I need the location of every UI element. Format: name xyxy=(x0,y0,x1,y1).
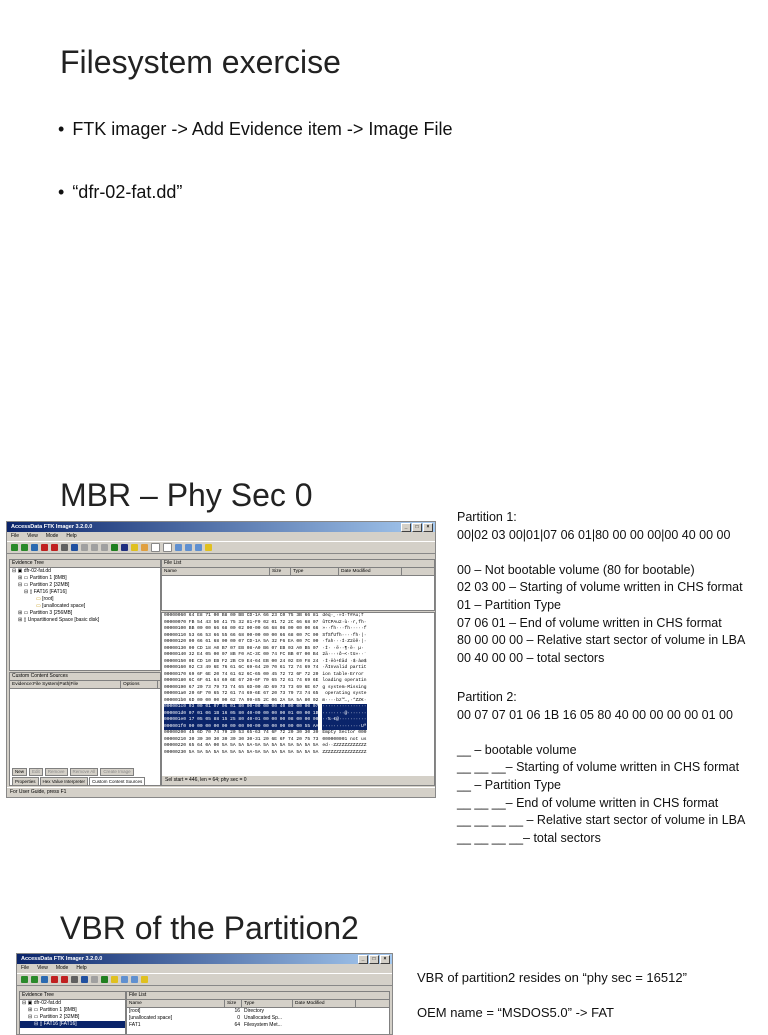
evidence-tree-label: Evidence Tree xyxy=(20,992,125,1000)
view-pane-icon[interactable] xyxy=(131,976,138,983)
note-line xyxy=(457,544,745,562)
remove-all-button[interactable]: Remove All xyxy=(70,768,99,776)
detect-encryption-icon[interactable] xyxy=(141,544,148,551)
create-image-button[interactable]: Create Image xyxy=(100,768,133,776)
file-list-pane xyxy=(161,559,435,611)
custom-sources-pane xyxy=(9,672,161,786)
file-type: Filesystem Met... xyxy=(244,1022,282,1028)
file-list-header xyxy=(127,1000,389,1008)
hex-line[interactable]: 000001b0 6D 00 00 00 00 62 7A 99-85 2C 06 2A 5A 5A 80 02 xyxy=(164,697,319,703)
remove-all-icon[interactable] xyxy=(61,976,68,983)
col-evidence[interactable]: Evidence:File System|Path|File xyxy=(10,681,121,688)
close-button[interactable]: × xyxy=(423,523,433,532)
view-list-icon[interactable] xyxy=(195,544,202,551)
file-size: 0 xyxy=(237,1015,240,1021)
maximize-button[interactable]: □ xyxy=(369,955,379,964)
col-name[interactable]: Name xyxy=(127,1000,225,1007)
add-all-icon[interactable] xyxy=(21,544,28,551)
folder-icon[interactable] xyxy=(131,544,138,551)
col-type[interactable]: Type xyxy=(242,1000,293,1007)
image-mount-icon[interactable] xyxy=(41,976,48,983)
file-row[interactable] xyxy=(127,1015,389,1022)
vbr-notes xyxy=(417,969,687,1022)
menu-file[interactable]: File xyxy=(21,965,30,971)
view-pane-icon[interactable] xyxy=(185,544,192,551)
hex-line[interactable]: 000001c0 03 00 01 07 06 01 80 00-00 00 00 40 00 00 00 07 xyxy=(164,704,319,709)
tree-label: FAT16 [FAT16] xyxy=(33,589,67,595)
hex-line[interactable]: 00000230 5A 5A 5A 5A 5A 5A 5A 5A-5A 5A 5A 5A 5A 5A 5A 5A xyxy=(164,749,319,755)
note-line: VBR of partition2 resides on “phy sec = 16512” xyxy=(417,970,687,985)
tree-item-partition1[interactable]: ⊞ ▭ Partition 1 [8MB] xyxy=(18,575,67,581)
col-size[interactable]: Size xyxy=(270,568,291,575)
ascii-line[interactable]: ·Í· ·ë··¶·ë· µ· xyxy=(322,645,364,651)
file-name: FAT1 xyxy=(129,1022,141,1028)
hex-line[interactable]: 00000120 00 66 61 68 00 00 07 CD-1A 5A 32 F6 EA 00 7C 00 xyxy=(164,639,319,644)
hex-line[interactable]: 00000070 FB 54 43 50 41 75 32 81-F9 02 01 72 2C 66 68 07 xyxy=(164,619,319,625)
remove-evidence-icon[interactable] xyxy=(51,976,58,983)
help-icon[interactable] xyxy=(141,976,148,983)
ascii-line[interactable]: g system·Missing xyxy=(322,684,367,690)
note-line: Partition 1: xyxy=(457,510,517,524)
close-button[interactable]: × xyxy=(380,955,390,964)
file-list-label: File List xyxy=(127,992,389,1000)
hex-line[interactable]: 00000160 02 C3 49 6E 76 61 6C 69-64 20 70 61 72 74 69 74 xyxy=(164,665,319,670)
file-row[interactable] xyxy=(127,1022,389,1029)
tree-label: Unpartitioned Space [basic disk] xyxy=(27,617,100,623)
tab-hex-interpreter[interactable]: Hex Value Interpreter xyxy=(40,777,88,785)
menu-help[interactable]: Help xyxy=(76,965,87,971)
note-line: 00 07 07 01 06 1B 16 05 80 40 00 00 00 00 01 00 xyxy=(457,707,733,722)
view-text-icon[interactable] xyxy=(163,543,172,552)
menu-file[interactable]: File xyxy=(11,533,20,539)
note-line: 02 03 00 – Starting of volume written in CHS format xyxy=(457,580,743,595)
slide1-title: Filesystem exercise xyxy=(60,44,341,80)
note-line: __ – bootable volume xyxy=(457,742,577,757)
image-mount-icon[interactable] xyxy=(31,544,38,551)
file-name: [root] xyxy=(129,1008,141,1014)
ascii-line[interactable]: ed··ZZZZZZZZZZZZ xyxy=(322,743,367,748)
ascii-line[interactable]: SfSfUfh····fh·|· xyxy=(322,632,367,638)
capture-memory-icon[interactable] xyxy=(101,976,108,983)
file-list-pane xyxy=(126,991,390,1035)
hex-line[interactable]: 00000220 65 64 0A 00 5A 5A 5A 5A-5A 5A 5A 5A 5A 5A 5A 5A xyxy=(164,743,319,748)
ascii-line[interactable]: operating syste xyxy=(322,691,367,696)
create-image-icon[interactable] xyxy=(71,976,78,983)
export-icon[interactable] xyxy=(81,544,88,551)
ascii-line[interactable]: ûTCPAu2·ù··r,fh· xyxy=(322,619,367,625)
custom-sources-label: Custom Content Sources xyxy=(10,673,160,681)
ftk-window-vbr xyxy=(16,953,393,1035)
ascii-line[interactable]: »··fh···fh·····f xyxy=(322,626,367,631)
ascii-line[interactable]: ZZZZZZZZZZZZZZZZ xyxy=(322,749,367,755)
custom-sources-buttons xyxy=(10,767,160,777)
hex-line[interactable]: 00000060 64 E8 71 00 B8 00 BB CD-1A 66 23 C0 75 3B 66 81 xyxy=(164,613,319,618)
tree-label: Partition 3 [256MB] xyxy=(29,610,73,616)
slide1-bullet-1: • FTK imager -> Add Evidence item -> Image File xyxy=(58,119,452,140)
note-line: OEM name = “MSDOS5.0” -> FAT xyxy=(417,1005,614,1021)
save-icon[interactable] xyxy=(71,544,78,551)
col-date[interactable]: Date Modified xyxy=(339,568,402,575)
hex-line[interactable]: 000001a0 20 6F 70 65 72 61 74 69-6E 67 20 73 79 73 74 65 xyxy=(164,691,319,696)
note-line: 01 – Partition Type xyxy=(457,597,562,612)
note-line: __ – Partition Type xyxy=(457,777,562,792)
hex-bytes[interactable] xyxy=(162,613,318,756)
ftk-titlebar xyxy=(17,954,392,964)
slide2-title: MBR – Phy Sec 0 xyxy=(60,477,313,513)
tree-item-unpartitioned[interactable]: ⊞ ▯ Unpartitioned Space [basic disk] xyxy=(18,617,100,623)
note-line: 80 00 00 00 – Relative start sector of volume in LBA xyxy=(457,633,746,648)
col-size[interactable]: Size xyxy=(225,1000,242,1007)
tree-item-fat16[interactable]: ⊟ ▯ FAT16 [FAT16] xyxy=(20,1021,125,1028)
add-evidence-icon[interactable] xyxy=(11,544,18,551)
tree-item-partition3[interactable]: ⊞ ▭ Partition 3 [256MB] xyxy=(18,610,73,616)
note-line xyxy=(417,987,687,1005)
slide3-title: VBR of the Partition2 xyxy=(60,910,359,946)
hex-line[interactable]: 000001f0 00 00 00 00 00 00 00 00-00 00 00 00 00 00 55 AA xyxy=(164,723,319,729)
tree-label: [unallocated space] xyxy=(42,603,86,609)
menu-view[interactable]: View xyxy=(37,965,48,971)
hex-line[interactable]: 00000150 0E CD 10 EB F2 2B C9 E4-64 EB 00 24 02 E0 F8 24 xyxy=(164,658,319,664)
edit-button[interactable]: Edit xyxy=(29,768,43,776)
ascii-line[interactable]: m····bz™…,·*ZZ€· xyxy=(322,697,367,703)
tree-item-unallocated[interactable]: ▭ [unallocated space] xyxy=(36,603,86,609)
hex-line[interactable]: 00000190 67 20 73 79 73 74 65 6D-00 4D 69 73 73 69 6E 67 xyxy=(164,684,319,690)
note-line xyxy=(457,667,745,685)
tree-label: FAT16 [FAT16] xyxy=(43,1021,77,1027)
ftk-title: AccessData FTK Imager 3.2.0.0 xyxy=(11,524,93,530)
tab-properties[interactable]: Properties xyxy=(12,777,39,785)
hex-line[interactable]: 00000110 53 66 53 66 55 66 68 00-00 00 00 66 68 00 7C 00 xyxy=(164,632,319,638)
add-all-icon[interactable] xyxy=(31,976,38,983)
minimize-button[interactable]: _ xyxy=(358,955,368,964)
export-hash-icon[interactable] xyxy=(91,544,98,551)
remove-evidence-icon[interactable] xyxy=(41,544,48,551)
note-line: __ __ __ __– total sectors xyxy=(457,830,601,845)
tab-custom-sources[interactable]: Custom Content Sources xyxy=(89,777,145,785)
hex-line[interactable]: 00000140 32 E4 05 00 07 8B F0 AC-3C 00 74 FC BB 07 00 B4 xyxy=(164,652,319,657)
tree-item-fat16[interactable]: ⊟ ▯ FAT16 [FAT16] xyxy=(24,589,67,595)
note-line: __ __ __– End of volume written in CHS format xyxy=(457,795,719,810)
ascii-line[interactable]: ·ÃInvalid partit xyxy=(322,665,367,670)
ascii-line[interactable]: 000000001 not us xyxy=(322,736,367,742)
tree-label: dfr-02-fat.dd xyxy=(33,1000,61,1006)
hex-line[interactable]: 00000210 30 30 30 30 30 30 30 30-31 20 6E 6F 74 20 75 73 xyxy=(164,736,319,742)
note-line: __ __ __ __ – Relative start sector of volume in LBA xyxy=(457,813,746,828)
maximize-button[interactable]: □ xyxy=(412,523,422,532)
hex-line[interactable]: 000001d0 07 01 06 1B 16 05 80 40-00 00 00 00 01 00 00 1B xyxy=(164,710,319,716)
tree-label: Partition 2 [32MB] xyxy=(29,582,70,588)
custom-sources-header xyxy=(10,681,160,689)
folder-icon[interactable] xyxy=(111,976,118,983)
add-evidence-icon[interactable] xyxy=(21,976,28,983)
evidence-tree-label: Evidence Tree xyxy=(10,560,160,568)
hex-line[interactable]: 000001e0 17 05 05 88 15 25 80 40-01 00 00 00 08 00 00 00 xyxy=(164,717,319,722)
hex-view-pane[interactable] xyxy=(161,612,435,786)
note-line: __ __ __– Starting of volume written in CHS format xyxy=(457,760,740,775)
ascii-line[interactable]: ·Í·ëò+Éäd ·$·àø$ xyxy=(322,658,367,664)
col-type[interactable]: Type xyxy=(291,568,339,575)
ftk-toolbar xyxy=(17,973,392,986)
ftk-title: AccessData FTK Imager 3.2.0.0 xyxy=(21,956,103,962)
mbr-notes xyxy=(457,509,745,847)
menu-help[interactable]: Help xyxy=(66,533,77,539)
save-icon[interactable] xyxy=(81,976,88,983)
note-line: Partition 2: xyxy=(457,689,517,704)
tree-label: dfr-02-fat.dd xyxy=(23,568,51,574)
note-line: 07 06 01 – End of volume written in CHS format xyxy=(457,615,722,630)
minimize-button[interactable]: _ xyxy=(401,523,411,532)
tree-label: [root] xyxy=(42,596,54,602)
ascii-line[interactable]: ·fah···Í·Z2öê·|· xyxy=(322,639,367,644)
tree-item-image[interactable]: ⊟ ▣ dfr-02-fat.dd xyxy=(22,1000,61,1006)
hex-line[interactable]: 00000100 BB 00 00 66 68 00 02 00-00 66 68 08 00 00 00 66 xyxy=(164,626,319,631)
note-line: 00|02 03 00|01|07 06 01|80 00 00 00|00 40 00 00 xyxy=(457,527,731,542)
tree-label: Partition 1 [8MB] xyxy=(29,575,67,581)
ftk-menubar xyxy=(7,532,435,541)
menu-view[interactable]: View xyxy=(27,533,38,539)
export-icon[interactable] xyxy=(91,976,98,983)
view-hex-icon[interactable] xyxy=(175,544,182,551)
note-line: 00 – Not bootable volume (80 for bootable) xyxy=(457,562,695,577)
ascii-line[interactable]: ion table·Error xyxy=(322,671,367,677)
hex-status: Sel start = 446, len = 64; phy sec = 0 xyxy=(162,775,434,785)
ascii-line[interactable]: ··············Uª xyxy=(322,723,367,729)
file-size: 16 xyxy=(234,1008,240,1014)
hex-line[interactable]: 00000180 6C 6F 61 64 69 6E 67 20-6F 70 65 72 61 74 69 6E xyxy=(164,678,319,683)
note-line xyxy=(457,724,745,742)
tree-item-root[interactable]: ▭ [root] xyxy=(36,596,54,602)
evidence-tree-pane xyxy=(9,559,161,671)
menu-mode[interactable]: Mode xyxy=(45,533,59,539)
tree-label: Partition 2 [32MB] xyxy=(39,1014,80,1020)
tree-item-partition2[interactable]: ⊟ ▭ Partition 2 [32MB] xyxy=(28,1014,80,1020)
tree-item-partition1[interactable]: ⊞ ▭ Partition 1 [8MB] xyxy=(28,1007,77,1013)
help-icon[interactable] xyxy=(205,544,212,551)
hex-line[interactable]: 00000200 45 6D 70 74 79 20 53 65-63 74 6F 72 20 30 30 30 xyxy=(164,730,319,735)
view-hex-icon[interactable] xyxy=(121,976,128,983)
ascii-line[interactable]: dèq·¸·»Í·f#Àu;f xyxy=(322,613,364,618)
tree-item-partition2[interactable]: ⊟ ▭ Partition 2 [32MB] xyxy=(18,582,70,588)
col-date[interactable]: Date Modified xyxy=(293,1000,356,1007)
file-list-label: File List xyxy=(162,560,434,568)
evidence-tree-pane xyxy=(19,991,126,1035)
col-options[interactable]: Options xyxy=(121,681,158,688)
ftk-menubar xyxy=(17,964,392,973)
ascii-line[interactable]: ········@······· xyxy=(322,710,367,716)
tree-label: Partition 1 [8MB] xyxy=(39,1007,77,1013)
capture-memory-icon[interactable] xyxy=(111,544,118,551)
note-line: 00 40 00 00 – total sectors xyxy=(457,650,605,665)
file-type: Unallocated Sp... xyxy=(244,1015,283,1021)
ascii-line[interactable]: 2ä···‹ð¬<·tü»··´ xyxy=(322,652,367,657)
ascii-line[interactable]: ··%·€@·········· xyxy=(322,717,367,722)
hex-line[interactable]: 00000130 00 CD 18 A0 B7 07 EB 08-A0 B6 07 EB 03 A0 B5 07 xyxy=(164,645,319,651)
verify-icon[interactable] xyxy=(101,544,108,551)
ftk-toolbar xyxy=(7,541,435,554)
remove-all-icon[interactable] xyxy=(51,544,58,551)
file-list-header xyxy=(162,568,434,576)
create-image-icon[interactable] xyxy=(61,544,68,551)
new-button[interactable]: New xyxy=(12,768,27,776)
hex-line[interactable]: 00000170 69 6F 6E 20 74 61 62 6C-65 00 45 72 72 6F 72 20 xyxy=(164,671,319,677)
ftk-titlebar xyxy=(7,522,435,532)
file-size: 64 xyxy=(234,1022,240,1028)
file-type: Directory xyxy=(244,1008,265,1014)
hex-ascii[interactable] xyxy=(318,613,366,756)
file-name: [unallocated space] xyxy=(129,1015,173,1021)
ftk-window-mbr xyxy=(6,521,436,798)
obtain-files-icon[interactable] xyxy=(121,544,128,551)
ascii-line[interactable]: Empty Sector 000 xyxy=(322,730,367,735)
ascii-line[interactable]: ················ xyxy=(322,704,367,709)
file-row[interactable] xyxy=(127,1008,389,1015)
view-auto-icon[interactable] xyxy=(151,543,160,552)
ascii-line[interactable]: loading operatin xyxy=(322,678,367,683)
tree-item-image[interactable]: ⊟ ▣ dfr-02-fat.dd xyxy=(12,568,51,574)
remove-button[interactable]: Remove xyxy=(45,768,68,776)
col-name[interactable]: Name xyxy=(162,568,270,575)
menu-mode[interactable]: Mode xyxy=(55,965,69,971)
slide1-bullet-2: • “dfr-02-fat.dd” xyxy=(58,182,182,203)
ftk-statusbar: For User Guide, press F1 xyxy=(7,787,435,797)
bottom-tabs xyxy=(10,777,160,785)
